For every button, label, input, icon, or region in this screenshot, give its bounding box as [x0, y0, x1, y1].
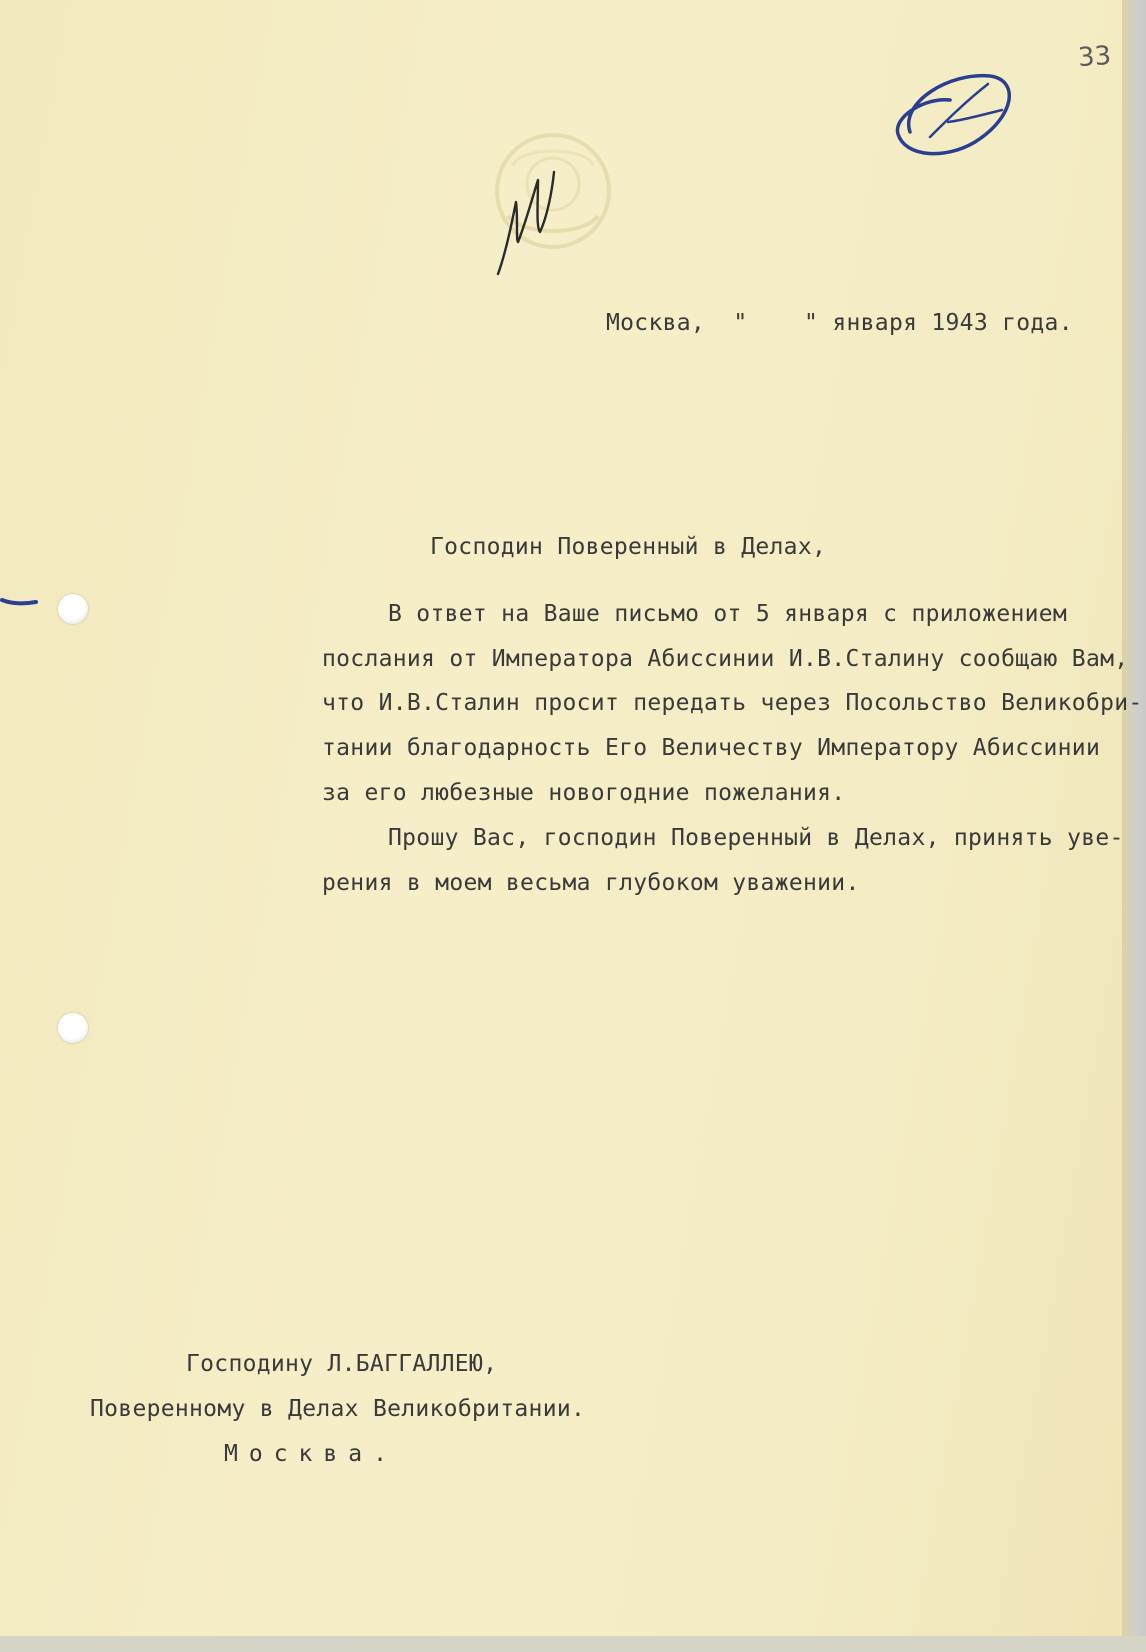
punch-hole [58, 1013, 88, 1043]
margin-pencil-tick [0, 596, 40, 608]
body-line: за его любезные новогодние пожелания. [322, 780, 846, 806]
addressee-title: Поверенному в Делах Великобритании. [90, 1396, 586, 1422]
body-line: рения в моем весьма глубоком уважении. [322, 870, 860, 896]
handwritten-initial-signature [492, 162, 582, 282]
addressee-name: Господину Л.БАГГАЛЛЕЮ, [186, 1351, 498, 1377]
scan-edge-bottom [0, 1636, 1146, 1652]
body-line: Прошу Вас, господин Поверенный в Делах, принять уве- [388, 825, 1124, 851]
scan-edge [1122, 0, 1146, 1652]
body-line: что И.В.Сталин просит передать через Посольство Великобри- [322, 690, 1143, 716]
body-line: послания от Императора Абиссинии И.В.Сталину сообщаю Вам, [322, 646, 1129, 672]
punch-hole [58, 594, 88, 624]
blue-pencil-mark [890, 62, 1030, 167]
body-line: В ответ на Ваше письмо от 5 января с приложением [388, 601, 1068, 627]
addressee-city: Москва. [224, 1441, 398, 1467]
salutation: Господин Поверенный в Делах, [430, 534, 827, 560]
place-date-line: Москва, " " января 1943 года. [606, 310, 1073, 336]
body-line: тании благодарность Его Величеству Императору Абиссинии [322, 735, 1101, 761]
archive-page-number: 33 [1076, 40, 1113, 74]
